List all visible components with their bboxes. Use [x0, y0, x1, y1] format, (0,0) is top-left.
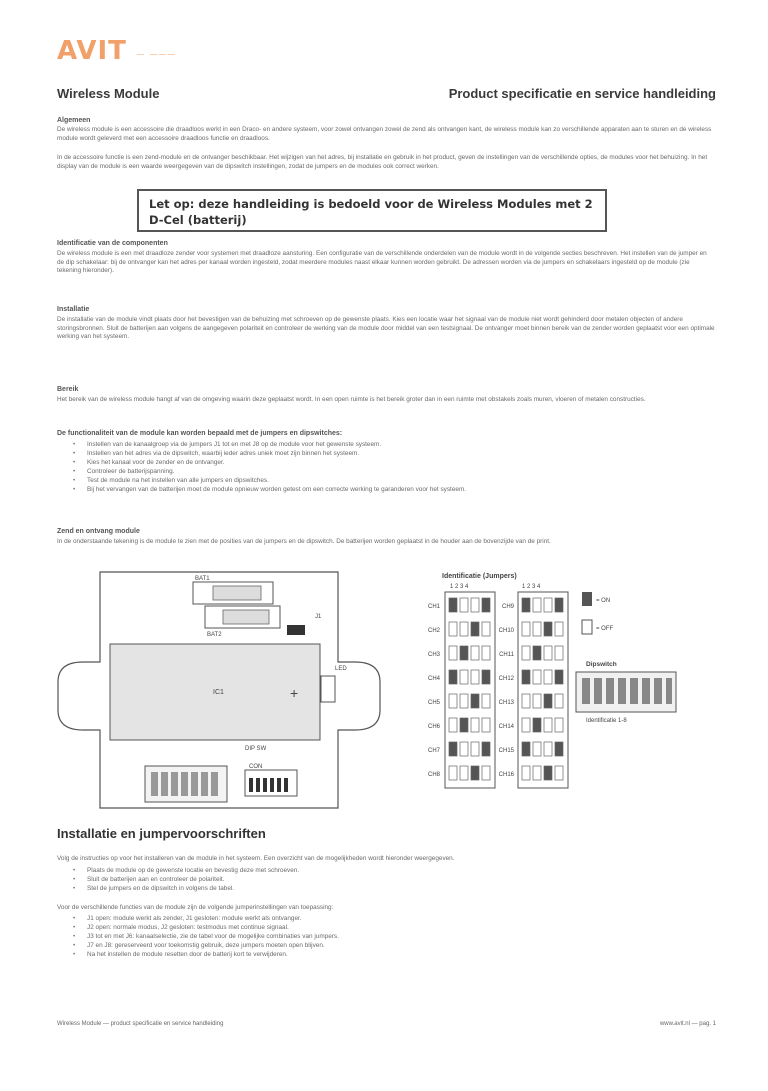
jumper-cell [460, 646, 468, 660]
jumper-cell [460, 670, 468, 684]
battery-cell [223, 610, 269, 624]
list-item: • Plaats de module op de gewenste locatie en bevestig deze met schroeven. [57, 866, 717, 875]
jumper-column-left [445, 592, 495, 788]
jumper-row-label: CH9 [501, 604, 514, 610]
jumper-row-label: CH3 [427, 652, 440, 658]
side-connector [321, 676, 335, 702]
notice-box: Let op: deze handleiding is bedoeld voor de Wireless Modules met 2 D-Cel (batterij) [137, 189, 607, 232]
jumper-cell [533, 670, 541, 684]
battery-label-2: BAT2 [207, 632, 222, 638]
jumper-cell [460, 598, 468, 612]
jumper-row-label: CH15 [498, 748, 514, 754]
jumper-cell [460, 694, 468, 708]
list-item: • Instellen van het adres via de dipswitch, waarbij ieder adres uniek moet zijn binnen het systeem. [57, 449, 717, 458]
dip-caption: Identificatie 1-8 [586, 718, 627, 724]
legend-on-swatch [582, 592, 592, 606]
jumper-cell [471, 646, 479, 660]
jumper-cell [522, 766, 530, 780]
jumper-cell [482, 766, 490, 780]
jumper-row-label: CH11 [499, 652, 514, 658]
jumper-row-label: CH6 [427, 724, 440, 730]
list-item: • Kies het kanaal voor de zender en de ontvanger. [57, 458, 717, 467]
paragraph-text: Voor de verschillende functies van de module zijn de volgende jumperinstellingen van toepassing: [57, 904, 334, 911]
paragraph-text: Volg de instructies op voor het installeren van de module in het systeem. Een overzicht van de mogelijkheden wordt hieronder weergegeven. [57, 855, 455, 862]
jumper-cell [460, 742, 468, 756]
list-item: • J3 tot en met J6: kanaalselectie, zie de tabel voor de mogelijke combinaties van jumpers. [57, 932, 717, 941]
jumper-cell [544, 670, 552, 684]
jumper-cell [449, 598, 457, 612]
connector-label: CON [249, 764, 263, 770]
jumper-row-label: CH7 [427, 748, 440, 754]
footer-right: www.avit.nl — pag. 1 [659, 1021, 716, 1027]
jumper-cell [555, 694, 563, 708]
jumper-block [287, 625, 305, 635]
jumper-row-label: CH16 [498, 772, 514, 778]
paragraph-text: Het bereik van de wireless module hangt af van de omgeving waarin deze geplaatst wordt. In een open ruimte is het bereik groter dan in een ruimte met obstakels zoals muren, vloeren of metalen constructies. [57, 396, 646, 403]
jumper-cell [533, 646, 541, 660]
list-item: • Sluit de batterijen aan en controleer de polariteit. [57, 875, 717, 884]
list-item: • Na het instellen de module resetten door de batterij kort te verwijderen. [57, 950, 717, 959]
jumper-cell [471, 622, 479, 636]
jumper-diagram [410, 570, 710, 800]
list-item: • Stel de jumpers en de dipswitch in volgens de tabel. [57, 884, 717, 893]
list-item: • Test de module na het instellen van alle jumpers en dipswitches. [57, 476, 717, 485]
jumper-cell [533, 766, 541, 780]
jumper-cell [482, 646, 490, 660]
paragraph-identificatie [57, 250, 715, 276]
jumper-row-label: CH10 [498, 628, 514, 634]
jumper-row-label: CH4 [427, 676, 440, 682]
jumper-cell [471, 742, 479, 756]
jumper-cell [449, 742, 457, 756]
jumper-cell [555, 742, 563, 756]
switch-label: DIP SW [245, 746, 267, 752]
jumper-cell [555, 670, 563, 684]
jumper-cell [544, 646, 552, 660]
company-logo [57, 38, 177, 64]
jumper-cell [544, 718, 552, 732]
jumper-cell [533, 622, 541, 636]
jumper-cell [471, 598, 479, 612]
paragraph-install-1 [57, 855, 715, 864]
section-title-identificatie: Identificatie van de componenten [57, 240, 168, 247]
dip-title: Dipswitch [586, 661, 617, 668]
list-item: • Controleer de batterijspanning. [57, 467, 717, 476]
plus-marker-icon: + [290, 685, 299, 701]
list-item: • J2 open: normale modus, J2 gesloten: testmodus met continue signaal. [57, 923, 717, 932]
jumper-cell [471, 670, 479, 684]
list-item: • J7 en J8: gereserveerd voor toekomstig gebruik, deze jumpers moeten open blijven. [57, 941, 717, 950]
section-title-zend-ontvang: Zend en ontvang module [57, 528, 140, 535]
jumper-cell [533, 718, 541, 732]
jumper-cell [533, 598, 541, 612]
jumper-row-label: CH5 [427, 700, 440, 706]
jumper-cell [522, 718, 530, 732]
paragraph-installatie [57, 316, 715, 342]
jumper-cell [522, 646, 530, 660]
jumper-cell [460, 622, 468, 636]
paragraph-algemeen-1 [57, 126, 715, 143]
paragraph-text: De wireless module is een accessoire die draadloos werkt in een Draco- en andere systeem, voor zowel ontvangen zowel de zend als ontvangen kant, de wireless module kan zo verschillende apparaten aan te sturen en de wireless module wordt geleverd met een accessoire draadloos functie en draadloos. [57, 126, 712, 142]
jumper-cell [544, 742, 552, 756]
paragraph-install-2 [57, 904, 715, 913]
jumper-row-label: CH14 [498, 724, 514, 730]
paragraph-algemeen-2 [57, 154, 715, 171]
jumper-table-title: Identificatie (Jumpers) [442, 573, 517, 580]
jumper-cell [555, 598, 563, 612]
jumper-cell [522, 742, 530, 756]
section-title-bereik: Bereik [57, 386, 79, 393]
board-diagram [55, 570, 385, 810]
battery-cell [213, 586, 261, 600]
jumper-cell [449, 622, 457, 636]
jumper-cell [460, 718, 468, 732]
jumper-cell [449, 718, 457, 732]
paragraph-text: De wireless module is een met draadloze zender voor systemen met draadloze aansturing. Een configuratie van de verschillende onderdelen van de module wordt in de volgende secties beschreven. Het instellen van de jumper en de dip schakelaar: bij de ontvanger kan het adres per kanaal worden ingesteld, zodat meerdere modules naast elkaar kunnen worden gebruikt. De adressen worden via de jumpers en schakelaars ingesteld op de module (zie tekening hieronder). [57, 250, 707, 275]
jumper-column-right [518, 592, 568, 788]
jumper-row-label: CH8 [427, 772, 440, 778]
jumper-cell [482, 742, 490, 756]
document-header-right: Product specificatie en service handleiding [448, 86, 716, 101]
jumper-cell [449, 670, 457, 684]
jumper-cell [544, 622, 552, 636]
jumper-label: J1 [315, 614, 322, 620]
paragraph-bereik [57, 396, 715, 405]
jumper-cell [449, 646, 457, 660]
legend-on-label: = ON [596, 598, 611, 604]
jumper-cell [449, 766, 457, 780]
jumper-row-label: CH12 [498, 676, 514, 682]
paragraph-zend-ontvang [57, 538, 715, 547]
jumper-cell [449, 694, 457, 708]
jumper-cell [482, 670, 490, 684]
jumper-cell [555, 766, 563, 780]
module-center-label: IC1 [213, 689, 224, 696]
jumper-header-left: 1 2 3 4 [450, 584, 469, 590]
jumper-cell [555, 718, 563, 732]
install-list-a [57, 866, 717, 893]
jumper-cell [544, 694, 552, 708]
jumper-row-label: CH1 [427, 604, 440, 610]
jumper-cell [522, 598, 530, 612]
section-title-algemeen: Algemeen [57, 117, 91, 124]
jumper-svg [410, 570, 710, 800]
jumper-cell [471, 766, 479, 780]
jumper-cell [533, 694, 541, 708]
logo-wordmark: AVIT [57, 36, 127, 66]
footer-left: Wireless Module — product specificatie en service handleiding [57, 1021, 224, 1027]
jumper-cell [555, 646, 563, 660]
paragraph-text: In de onderstaande tekening is de module te zien met de posities van de jumpers en de dipswitch. De batterijen worden geplaatst in de houder aan de bovenzijde van de print. [57, 538, 551, 545]
install-list-b [57, 914, 717, 959]
document-header-left: Wireless Module [57, 86, 160, 101]
jumper-cell [482, 718, 490, 732]
logo-tagline: — ——— [136, 51, 177, 58]
list-item: • J1 open: module werkt als zender, J1 gesloten: module werkt als ontvanger. [57, 914, 717, 923]
jumper-cell [522, 670, 530, 684]
paragraph-text: In de accessoire functie is een zend-module en de ontvanger beschikbaar. Het wijzigen van het adres, bij installatie en gebruik in het product, geven de instellingen van de verschillende opties, de modules voor het behuizing. In het display van de module is een waarde weergegeven van de dipswitch instellingen, zodat de jumpers en de modules ook correct werken. [57, 154, 708, 170]
jumper-cell [555, 622, 563, 636]
legend-off-label: = OFF [596, 626, 614, 632]
jumper-cell [482, 622, 490, 636]
installation-title: Installatie en jumpervoorschriften [57, 826, 266, 841]
dipswitch-keys [151, 772, 218, 796]
battery-label-1: BAT1 [195, 576, 210, 582]
jumper-cell [544, 598, 552, 612]
section-title-functionaliteit: De functionaliteit van de module kan worden bepaald met de jumpers en dipswitches: [57, 430, 343, 437]
jumper-row-label: CH2 [427, 628, 440, 634]
jumper-cell [482, 694, 490, 708]
section-title-installatie: Installatie [57, 306, 90, 313]
jumper-header-right: 1 2 3 4 [522, 584, 541, 590]
jumper-cell [544, 766, 552, 780]
paragraph-text: De installatie van de module vindt plaats door het bevestigen van de behuizing met schroeven op de gewenste plaats. Kies een locatie waar het signaal van de module niet wordt gehinderd door metalen objecten of andere storingsbronnen. Sluit de batterijen aan volgens de aangegeven polariteit en controleer de werking van de module door middel van een testsignaal. De ontvanger moet binnen bereik van de zender worden geplaatst voor een optimale werking van het systeem. [57, 316, 715, 341]
jumper-cell [522, 622, 530, 636]
jumper-cell [460, 766, 468, 780]
jumper-cell [533, 742, 541, 756]
board-svg [55, 570, 385, 810]
legend-off-swatch [582, 620, 592, 634]
led-label: LED [335, 666, 347, 672]
jumper-cell [522, 694, 530, 708]
functionaliteit-list [57, 440, 717, 494]
jumper-cell [471, 718, 479, 732]
jumper-cell [482, 598, 490, 612]
jumper-row-label: CH13 [498, 700, 514, 706]
jumper-cell [471, 694, 479, 708]
list-item: • Bij het vervangen van de batterijen moet de module opnieuw worden getest om een correcte werking te garanderen voor het systeem. [57, 485, 717, 494]
list-item: • Instellen van de kanaalgroep via de jumpers J1 tot en met J8 op de module voor het gewenste systeem. [57, 440, 717, 449]
